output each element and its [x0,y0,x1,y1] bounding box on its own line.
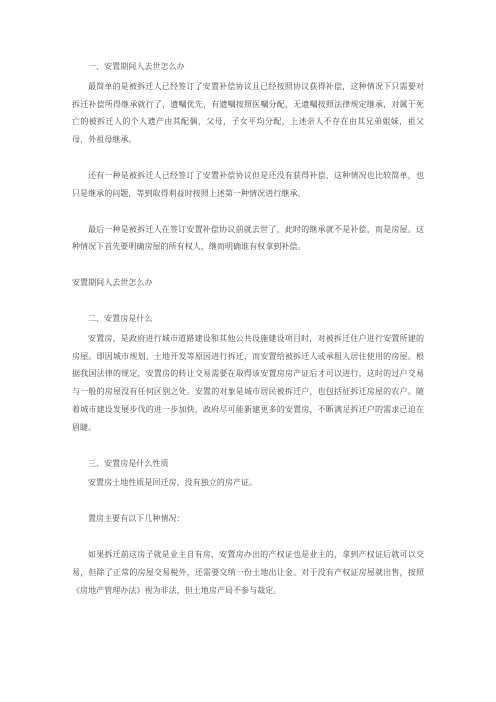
section-heading-2: 二、安置房是什么 [88,313,153,323]
spacer [72,492,424,510]
spacer [72,437,424,455]
spacer [72,292,424,310]
section-1-paragraph-1: 最简单的是被拆迁人已经签订了安置补偿协议且已经按照协议获得补偿，这种情况下只需要对拆迁补偿所得继承就行了，遗嘱优先，有遗嘱按照医嘱分配，无遗嘱按照法律规定继承，对属于死亡的被拆迁人的个人遗产由其配偶，父母，子女平均分配，上述亲人不存在由其兄弟姐妹，祖父母，外祖母继承。 [72,81,424,145]
document-body [72,58,424,599]
section-1-paragraph-2: 还有一种是被拆迁人已经签订了安置补偿协议但是还没有获得补偿，这种情况也比较简单，也只是继承的问题，等到取得利益时按照上述第一种情况进行继承。 [72,170,424,198]
spacer [72,256,424,274]
spacer [72,203,424,221]
section-3-paragraph-2: 置房主要有以下几种情况： [88,514,185,524]
section-3-paragraph-3: 如果拆迁前这房子就是业主自有房，安置房办出的产权证也是业主的，拿到产权证后就可以交易，但除了正常的房屋交易税外，还需要交纳一份土地出让金。对于没有产权证房屋就出售，按照《房地产管理办法》视为非法，但土地房产局不参与裁定。 [72,549,424,595]
section-1-paragraph-3: 最后一种是被拆迁人在签订安置补偿协议前就去世了，此时的继承就不是补偿，而是房屋。这种情况下首先要明确房屋的所有权人，继而明确谁有权拿到补偿。 [72,224,424,252]
section-3-paragraph-1: 安置房土地性质是回迁房，没有独立的房产证。 [88,478,258,488]
spacer [72,149,424,167]
section-heading-1: 一、安置期间人去世怎么办 [88,62,185,71]
spacer [72,528,424,546]
section-2-paragraph-1: 安置房，是政府进行城市道路建设和其他公共设施建设项目时，对被拆迁住户进行安置所建的房屋。即因城市规划、土地开发等原因进行拆迁，而安置给被拆迁人或承租人居住使用的房屋。根据我国法律的规定，安置房的转让交易需要在取得该安置房房产证后才可以进行，这时的过户交易与一般的房屋没有任何区别之处。安置的对象是城市居民被拆迁户，也包括征拆迁房屋的农户。随着城市建设发展步伐的进一步加快，政府尽可能新建更多的安置房，不断满足拆迁户的需求已迫在眉睫。 [72,333,424,432]
standalone-title: 安置期间人去世怎么办 [72,278,153,288]
section-heading-3: 三、安置房是什么性质 [88,458,169,468]
